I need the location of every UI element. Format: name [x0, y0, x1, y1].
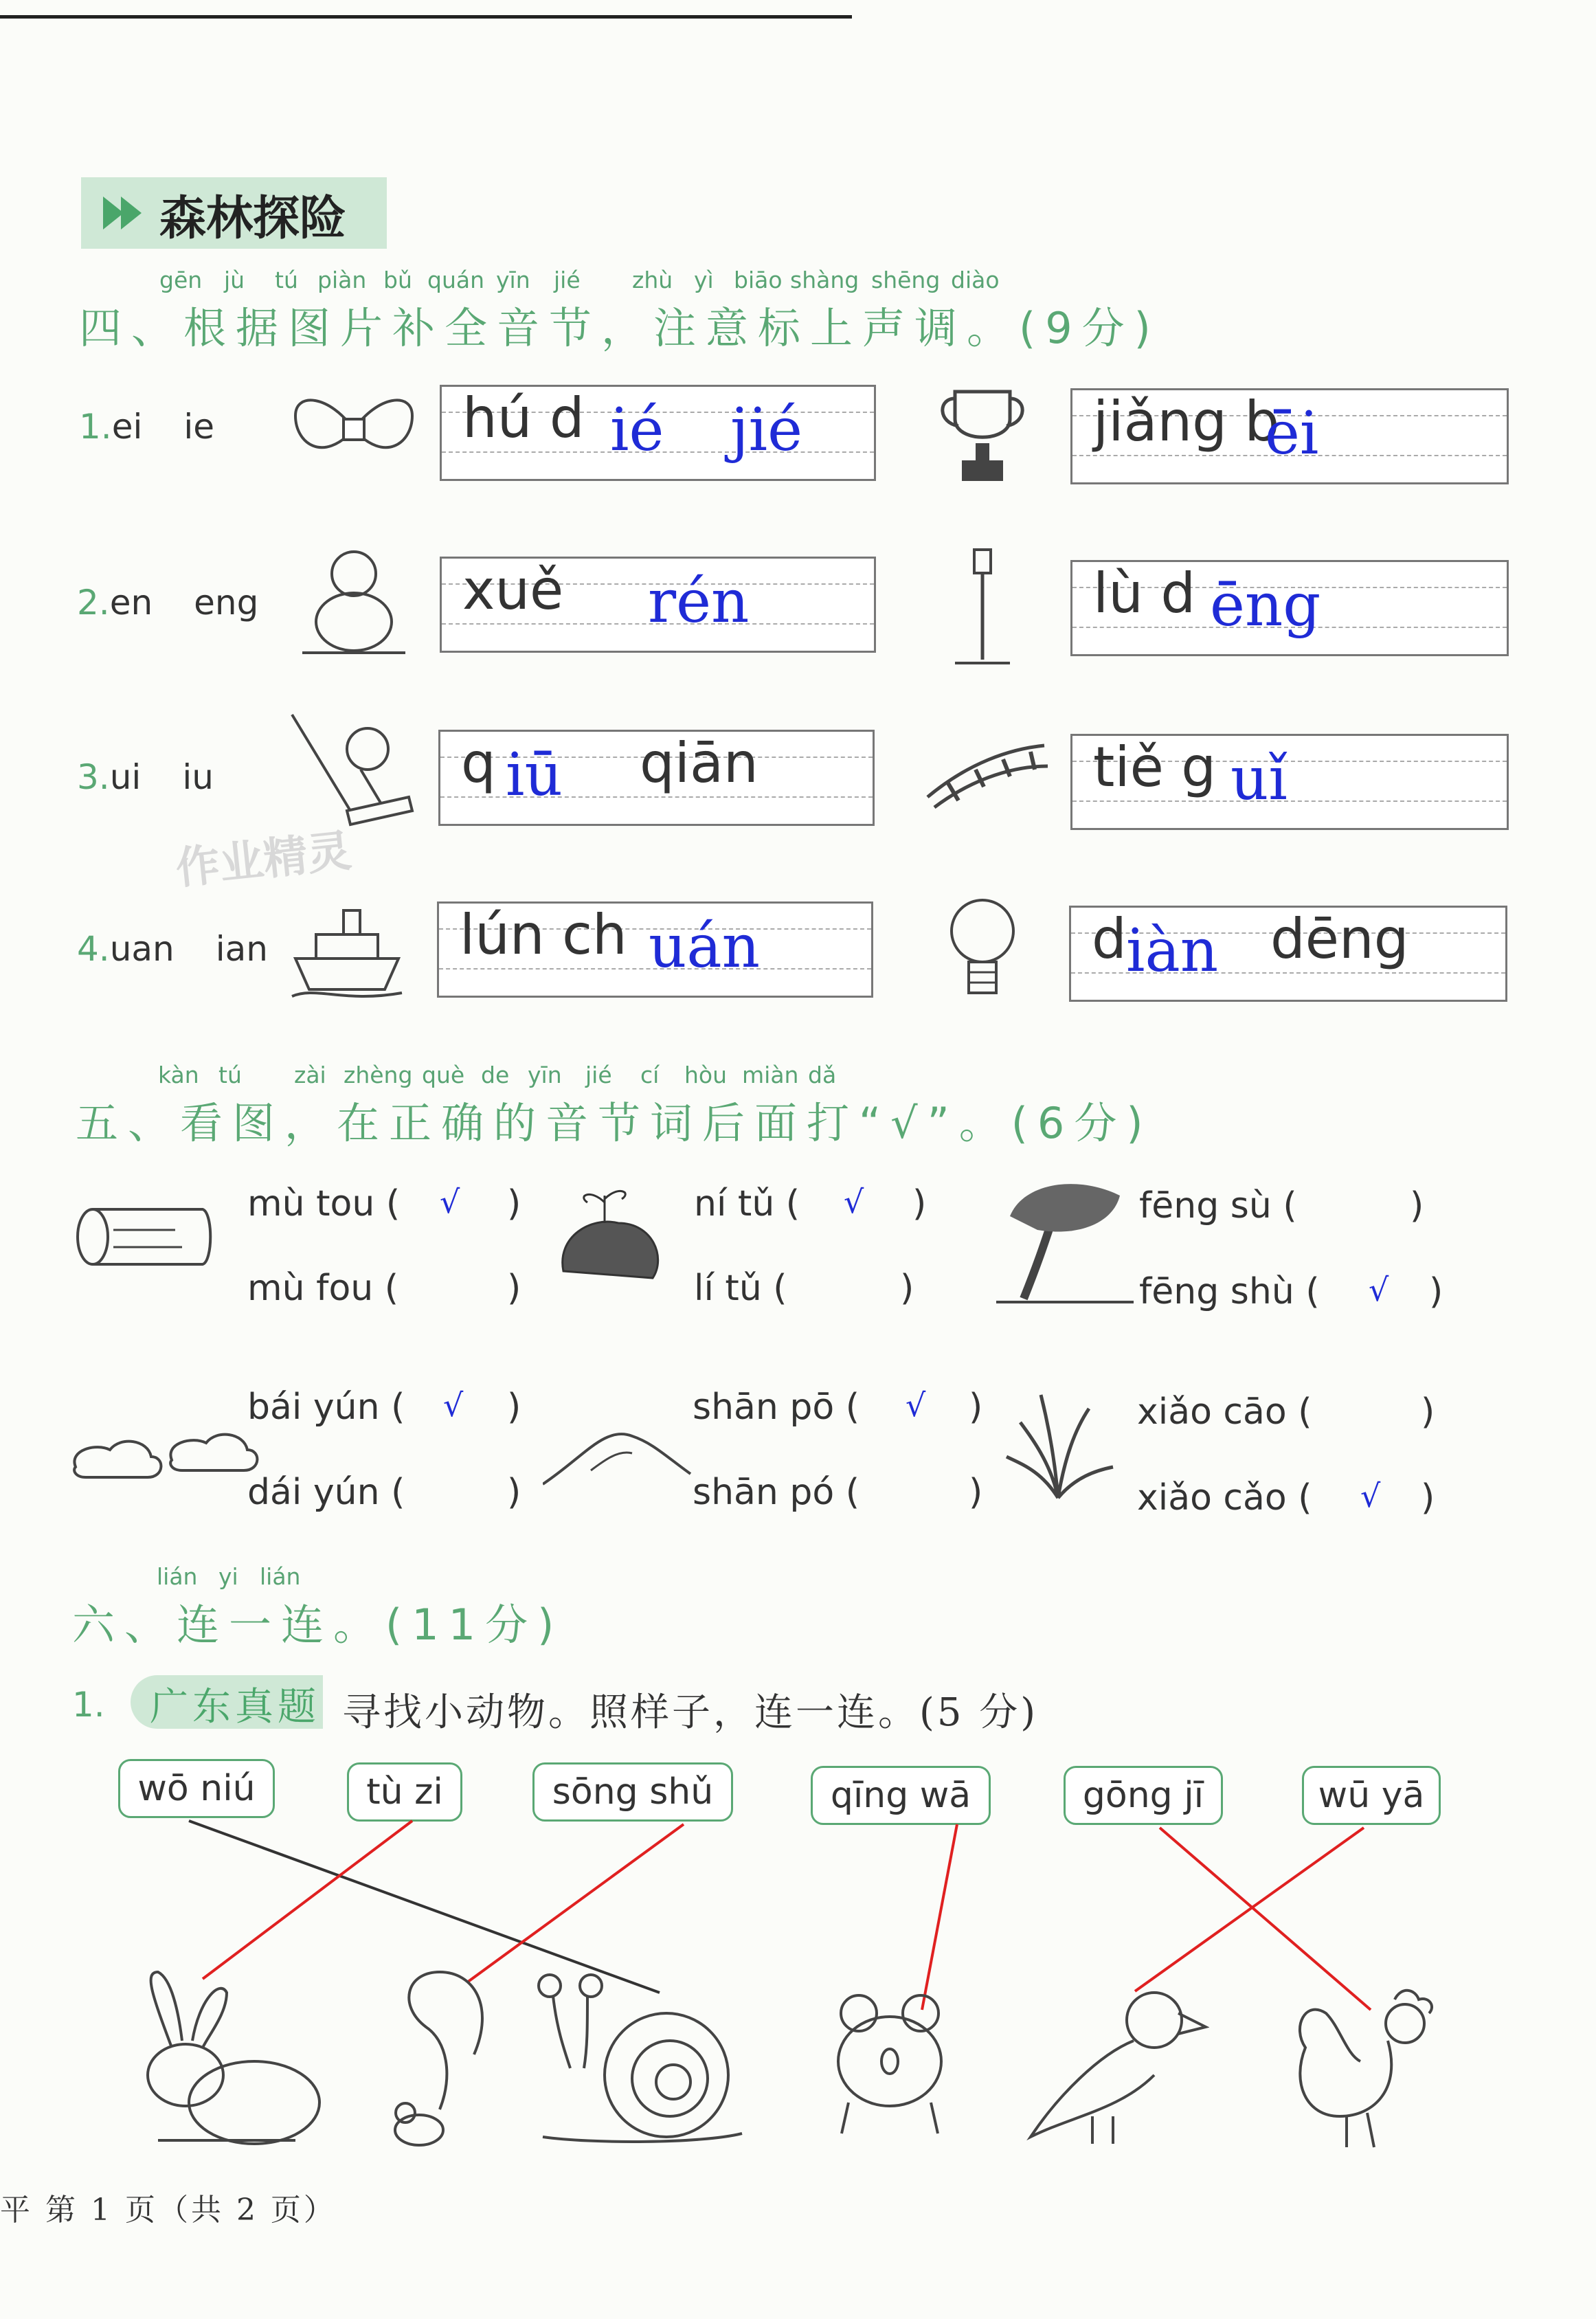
- pinyin: jié: [585, 1062, 612, 1088]
- pinyin: shàng: [790, 267, 859, 293]
- crow-icon: [1017, 1979, 1209, 2158]
- label-song-shu[interactable]: sōng shǔ: [532, 1762, 733, 1822]
- pinyin: shēng: [871, 267, 941, 293]
- section-6-title: 六、连一连。(11分): [72, 1600, 564, 1650]
- pinyin: yi: [218, 1563, 238, 1590]
- pinyin: què: [422, 1062, 465, 1088]
- pinyin: diào: [951, 267, 1000, 293]
- answer-line: [922, 1824, 957, 2010]
- pinyin: de: [481, 1062, 510, 1088]
- option-text: xiǎo cǎo (: [1137, 1477, 1312, 1519]
- option-close: ): [1410, 1185, 1424, 1226]
- option-close: ): [1429, 1271, 1443, 1312]
- answer-line: [203, 1821, 412, 1979]
- pinyin: piàn: [317, 267, 367, 293]
- answer-line: [467, 1824, 684, 1982]
- option-close: ): [969, 1387, 983, 1428]
- tag-text: 广东真题: [150, 1685, 320, 1729]
- answer-box[interactable]: jiǎng b ēi: [1070, 388, 1509, 484]
- option-text: shān pó (: [693, 1472, 860, 1513]
- check-mark[interactable]: √: [443, 1387, 464, 1424]
- option-text: fēng sù (: [1139, 1185, 1297, 1226]
- check-mark[interactable]: √: [440, 1183, 460, 1220]
- pinyin: miàn: [742, 1062, 799, 1088]
- watermark: 作业精灵: [173, 825, 354, 895]
- option-close: ): [1421, 1477, 1435, 1519]
- page-footer: 平 第 1 页（共 2 页）: [0, 2193, 337, 2228]
- answer-box[interactable]: lù d ēng: [1070, 560, 1509, 656]
- banner-title: 森林探险: [159, 192, 347, 246]
- option-text: ní tǔ (: [694, 1183, 800, 1224]
- answer-box[interactable]: q iū qiān: [438, 730, 875, 826]
- answer-box[interactable]: hú d ié jié: [440, 385, 876, 481]
- answer-box[interactable]: lún ch uán: [437, 901, 873, 998]
- rooster-icon: [1278, 1986, 1450, 2158]
- option-close: ): [900, 1268, 914, 1309]
- answer-line: [1135, 1828, 1364, 1991]
- squirrel-icon: [371, 1965, 502, 2164]
- question-label: 4.uan ian: [77, 929, 268, 969]
- label-wu-ya[interactable]: wū yā: [1302, 1766, 1441, 1825]
- option-text: mù tou (: [247, 1183, 401, 1224]
- pinyin: gēn: [159, 267, 203, 293]
- pinyin: yīn: [496, 267, 530, 293]
- label-tu-zi[interactable]: tù zi: [347, 1762, 462, 1822]
- pinyin: biāo: [734, 267, 783, 293]
- pinyin: bǔ: [383, 267, 412, 293]
- pinyin: jù: [224, 267, 245, 293]
- question-label: 1.ei ie: [79, 407, 215, 447]
- option-text: xiǎo cāo (: [1137, 1391, 1312, 1433]
- pinyin: kàn: [158, 1062, 199, 1088]
- label-gong-ji[interactable]: gōng jī: [1064, 1766, 1223, 1825]
- question-number: 1.: [72, 1685, 105, 1725]
- pinyin: zài: [294, 1062, 326, 1088]
- option-text: lí tǔ (: [694, 1268, 787, 1309]
- section-5-title: 五、看图，在正确的音节词后面打“√”。(6分): [76, 1098, 1153, 1148]
- option-text: dái yún (: [247, 1472, 405, 1513]
- option-text: bái yún (: [247, 1387, 405, 1428]
- pinyin: hòu: [684, 1062, 728, 1088]
- pinyin: zhù: [632, 267, 673, 293]
- pinyin: cí: [640, 1062, 660, 1088]
- pinyin: dǎ: [808, 1062, 837, 1088]
- frog-icon: [828, 1986, 952, 2144]
- pinyin: jié: [554, 267, 581, 293]
- option-close: ): [507, 1268, 521, 1309]
- rabbit-icon: [117, 1965, 330, 2158]
- option-close: ): [507, 1183, 521, 1224]
- question-text: 寻找小动物。照样子，连一连。(5 分): [342, 1690, 1039, 1735]
- option-close: ): [969, 1472, 983, 1513]
- pinyin: tú: [275, 267, 298, 293]
- pinyin: lián: [157, 1563, 198, 1590]
- pinyin: zhèng: [344, 1062, 413, 1088]
- snail-icon: [522, 1965, 756, 2158]
- option-close: ): [507, 1387, 521, 1428]
- option-text: mù fou (: [247, 1268, 399, 1309]
- check-mark[interactable]: √: [1360, 1477, 1381, 1514]
- check-mark[interactable]: √: [1369, 1271, 1389, 1308]
- answer-box[interactable]: d iàn dēng: [1069, 906, 1507, 1002]
- answer-box[interactable]: tiě g uǐ: [1070, 734, 1509, 830]
- label-wo-niu[interactable]: wō niú: [118, 1759, 275, 1818]
- pinyin: quán: [427, 267, 484, 293]
- option-close: ): [507, 1472, 521, 1513]
- pinyin: tú: [218, 1062, 242, 1088]
- check-mark[interactable]: √: [906, 1387, 926, 1424]
- option-text: fēng shù (: [1139, 1271, 1320, 1312]
- pinyin: yīn: [528, 1062, 562, 1088]
- label-qing-wa[interactable]: qīng wā: [811, 1766, 991, 1825]
- question-label: 2.en eng: [77, 583, 259, 623]
- option-text: shān pō (: [693, 1387, 860, 1428]
- answer-box[interactable]: xuě rén: [440, 557, 876, 653]
- section-4-title: 四、根据图片补全音节，注意标上声调。(9分): [79, 303, 1160, 353]
- pinyin: lián: [260, 1563, 301, 1590]
- check-mark[interactable]: √: [844, 1183, 864, 1220]
- question-label: 3.ui iu: [77, 757, 214, 797]
- pinyin: yì: [694, 267, 714, 293]
- option-close: ): [912, 1183, 927, 1224]
- option-close: ): [1421, 1391, 1435, 1433]
